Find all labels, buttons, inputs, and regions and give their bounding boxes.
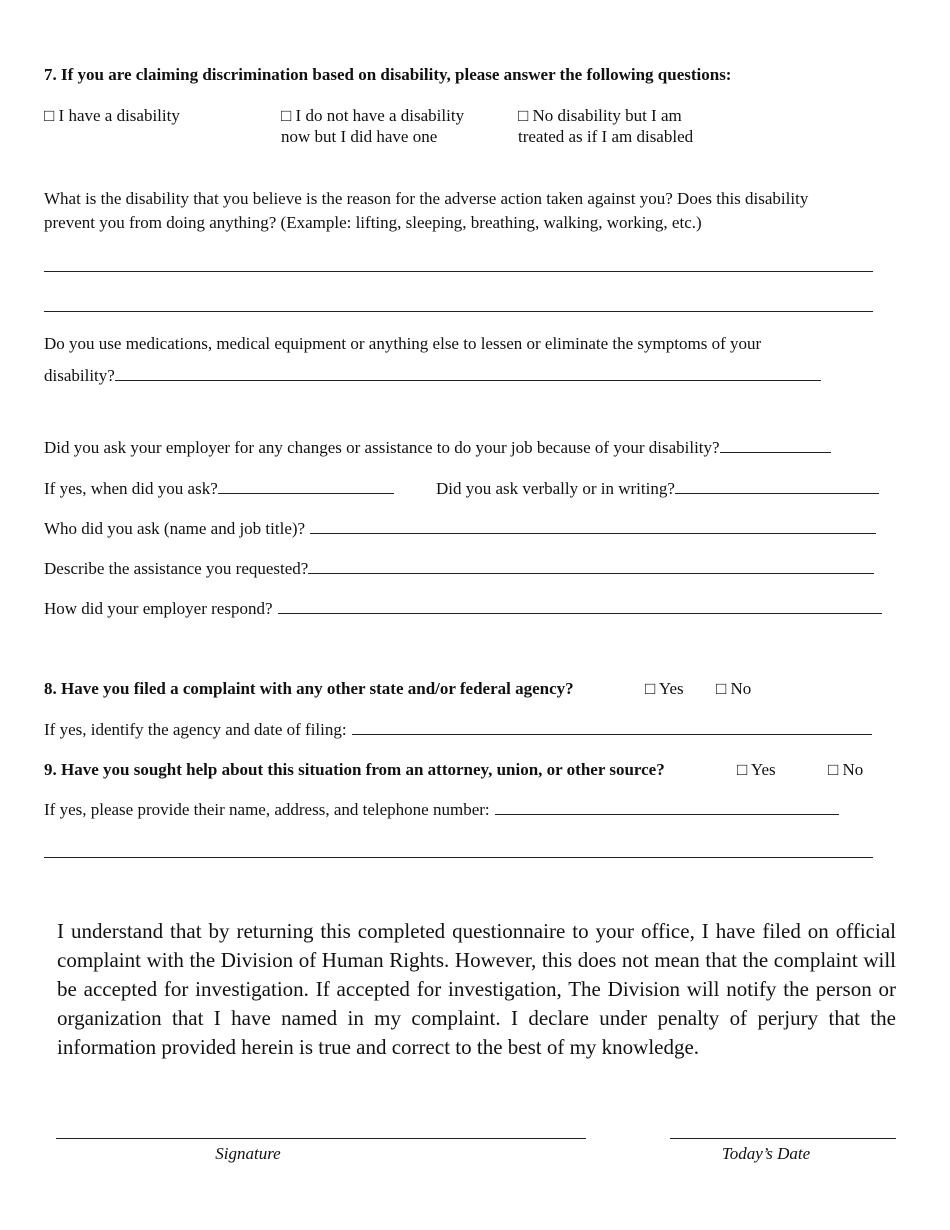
checkbox-icon[interactable]: □ [737,760,748,779]
ask-employer-label: Did you ask your employer for any changes or assistance to do your job because of your disability? [44,438,720,457]
q8-yes-option[interactable] [645,678,684,699]
disability-question-line1: What is the disability that you believe is the reason for the adverse action taken against you? Does this disability [44,189,809,208]
describe-answer-line[interactable] [308,559,874,574]
employer-respond-answer-line[interactable] [278,599,882,614]
no-label: No [730,679,752,698]
answer-line-2[interactable] [44,311,873,312]
yes-label: Yes [658,679,684,698]
medications-answer-line[interactable] [115,366,821,381]
employer-respond-label: How did your employer respond? [44,599,273,618]
when-ask-answer-line[interactable] [218,479,394,494]
identify-agency-question [44,719,872,740]
checkbox-icon[interactable]: □ [44,106,55,125]
who-ask-label: Who did you ask (name and job title)? [44,519,306,538]
q7-heading: 7. If you are claiming discrimination based on disability, please answer the following questions: [44,65,732,84]
option-label: I do not have a disability [295,106,465,125]
who-ask-question [44,518,876,539]
medications-question-line2 [44,365,821,386]
signature-label: Signature [215,1144,281,1163]
q9-yes-option[interactable] [737,759,776,780]
employer-respond-question [44,598,882,619]
ask-employer-question [44,437,831,458]
who-ask-answer-line[interactable] [310,519,876,534]
identify-agency-label: If yes, identify the agency and date of filing: [44,720,347,739]
ask-employer-answer-line[interactable] [720,438,831,453]
when-ask-question [44,478,394,499]
option-label: I have a disability [58,106,180,125]
disability-question-line2: prevent you from doing anything? (Example: lifting, sleeping, breathing, walking, working, etc.) [44,213,702,232]
medications-label: disability? [44,366,115,385]
q8-heading: 8. Have you filed a complaint with any other state and/or federal agency? [44,679,574,698]
checkbox-icon[interactable]: □ [828,760,839,779]
option-have-disability[interactable] [44,105,180,126]
q9-heading: 9. Have you sought help about this situation from an attorney, union, or other source? [44,760,665,779]
yes-label: Yes [750,760,776,779]
option-label-line2: treated as if I am disabled [518,127,694,146]
when-ask-label: If yes, when did you ask? [44,479,218,498]
q9-no-option[interactable] [828,759,863,780]
declaration-paragraph: I understand that by returning this completed questionnaire to your office, I have filed on official complaint with the Division of Human Rights. However, this does not mean that the complaint will be accepted for investigation. If accepted for investigation, The Division will notify the person or organization that I have named in my complaint. I declare under penalty of perjury that the information provided herein is true and correct to the best of my knowledge. [57,919,896,1059]
checkbox-icon[interactable]: □ [645,679,656,698]
answer-line-1[interactable] [44,271,873,272]
option-label: No disability but I am [532,106,682,125]
date-line[interactable] [670,1138,896,1139]
describe-label: Describe the assistance you requested? [44,559,309,578]
provide-contact-label: If yes, please provide their name, address, and telephone number: [44,800,490,819]
verbal-writing-question [436,478,879,499]
verbal-writing-answer-line[interactable] [675,479,879,494]
describe-question [44,558,874,579]
checkbox-icon[interactable]: □ [281,106,292,125]
no-label: No [842,760,864,779]
signature-line[interactable] [56,1138,586,1139]
identify-agency-answer-line[interactable] [352,720,872,735]
option-had-disability[interactable] [281,105,464,147]
checkbox-icon[interactable]: □ [716,679,727,698]
q8-no-option[interactable] [716,678,751,699]
option-treated-as-disabled[interactable] [518,105,693,147]
date-label: Today’s Date [721,1144,811,1163]
medications-question-line1: Do you use medications, medical equipment or anything else to lessen or eliminate the symptoms of your [44,334,762,353]
verbal-writing-label: Did you ask verbally or in writing? [436,479,675,498]
provide-contact-answer-line[interactable] [495,800,839,815]
contact-answer-line-2[interactable] [44,857,873,858]
option-label-line2: now but I did have one [281,127,438,146]
checkbox-icon[interactable]: □ [518,106,529,125]
provide-contact-question [44,799,839,820]
